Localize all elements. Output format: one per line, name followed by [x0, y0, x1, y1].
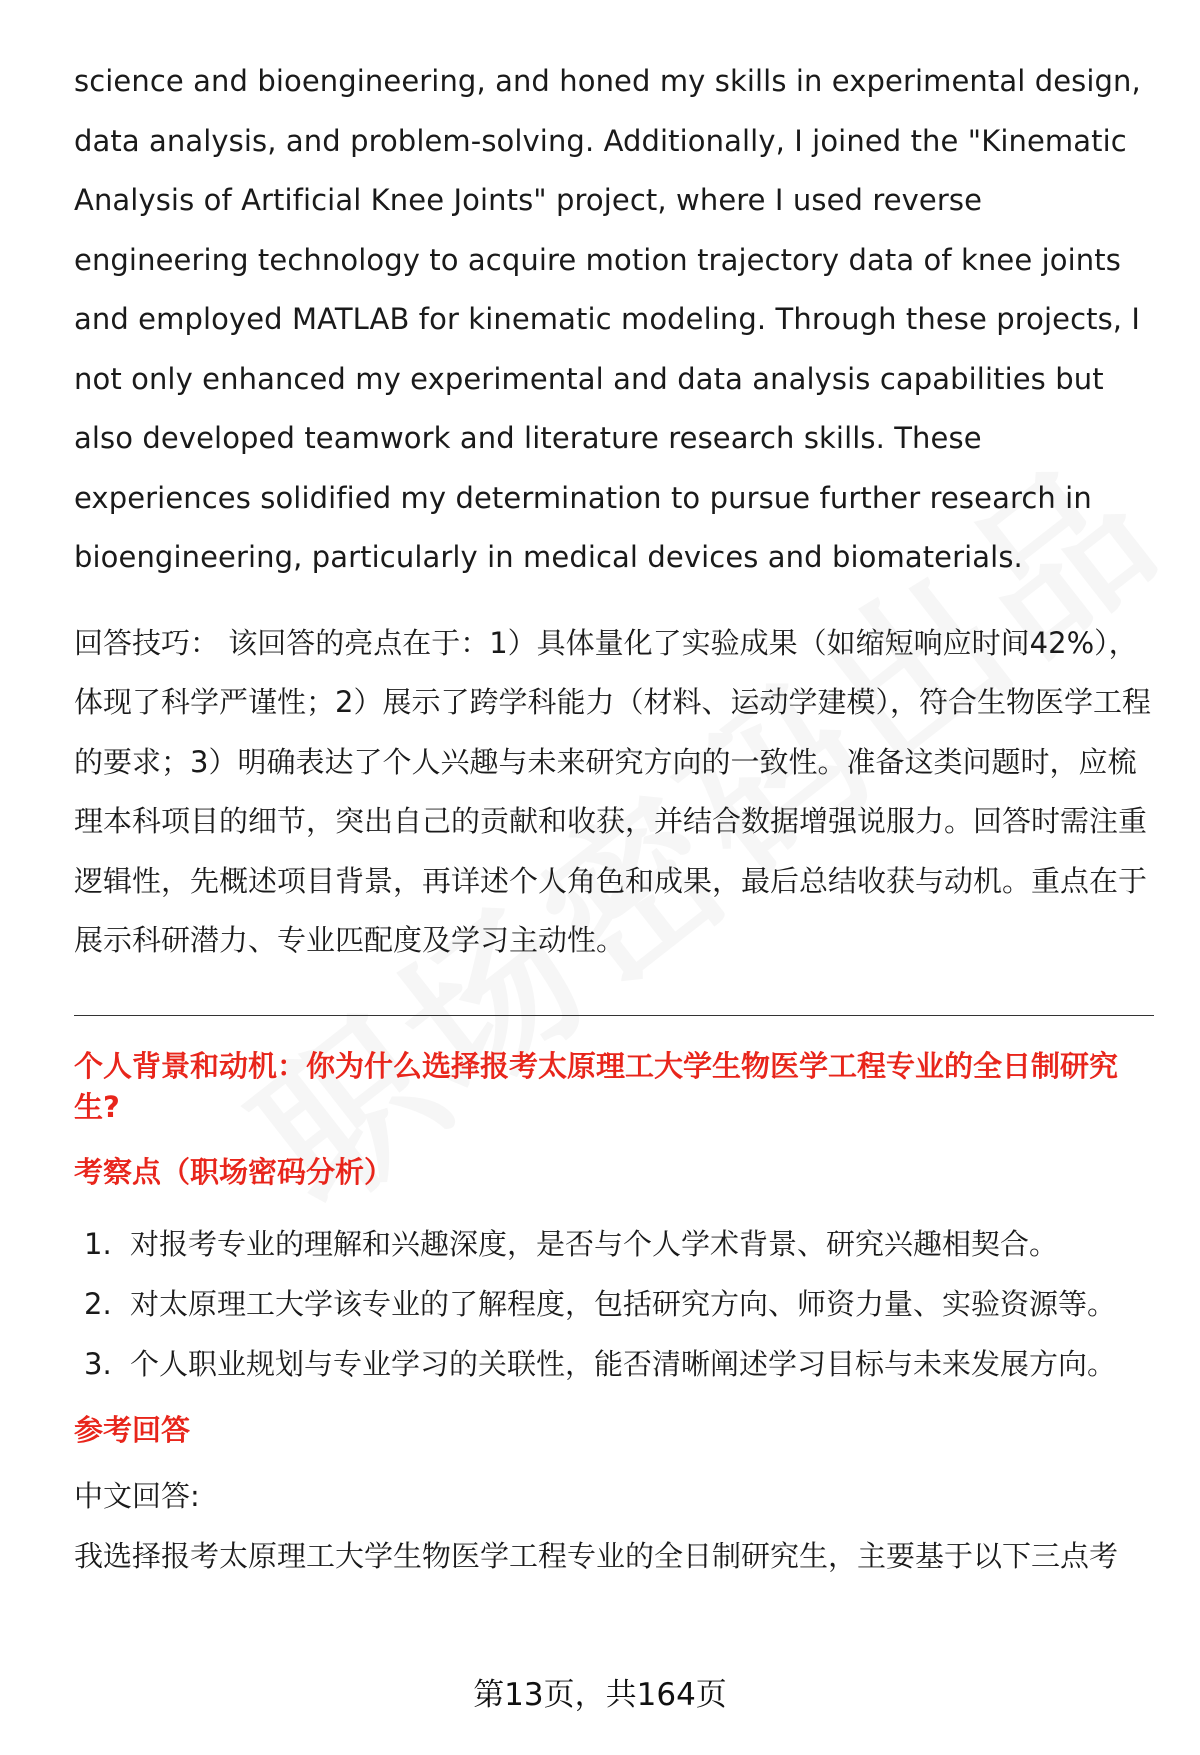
list-item-text: 个人职业规划与专业学习的关联性，能否清晰阐述学习目标与未来发展方向。: [130, 1346, 1117, 1381]
list-item-number: 1.: [84, 1226, 112, 1261]
list-item-text: 对太原理工大学该专业的了解程度，包括研究方向、师资力量、实验资源等。: [130, 1286, 1117, 1321]
list-item: [84, 1334, 1154, 1394]
list-item-number: 2.: [84, 1286, 112, 1321]
chinese-answer-text: 我选择报考太原理工大学生物医学工程专业的全日制研究生，主要基于以下三点考: [74, 1538, 1119, 1573]
assessment-heading: 考察点（职场密码分析）: [74, 1154, 394, 1189]
english-answer-paragraph: science and bioengineering, and honed my skills in experimental design, data analysis, and problem-solving. Additionally, I joined the "Kinematic Analysis of Artificial Knee Joints" project, where I used reverse engineering technology to acquire motion trajectory data of knee joints and employed MATLAB for kinematic modeling. Through these projects, I not only enhanced my experimental and data analysis capabilities but also developed teamwork and literature research skills. These experiences solidified my determination to pursue further research in bioengineering, particularly in medical devices and biomaterials.: [74, 64, 1141, 574]
page-number-footer: 第13页，共164页: [473, 1677, 727, 1713]
chinese-answer-label: 中文回答:: [74, 1478, 200, 1513]
answer-tips-paragraph: 回答技巧： 该回答的亮点在于：1）具体量化了实验成果（如缩短响应时间42%），体现了科学严谨性；2）展示了跨学科能力（材料、运动学建模），符合生物医学工程的要求；3）明确表达了个人兴趣与未来研究方向的一致性。准备这类问题时，应梳理本科项目的细节，突出自己的贡献和收获，并结合数据增强说服力。回答时需注重逻辑性，先概述项目背景，再详述个人角色和成果，最后总结收获与动机。重点在于展示科研潜力、专业匹配度及学习主动性。: [74, 625, 1151, 957]
list-item: [84, 1214, 1154, 1274]
section-divider: [74, 1015, 1154, 1016]
reference-answer-heading: 参考回答: [74, 1412, 191, 1447]
document-page: [74, 52, 1154, 1586]
question-title: 个人背景和动机：你为什么选择报考太原理工大学生物医学工程专业的全日制研究生?: [74, 1048, 1119, 1124]
list-item-text: 对报考专业的理解和兴趣深度，是否与个人学术背景、研究兴趣相契合。: [130, 1226, 1059, 1261]
list-item-number: 3.: [84, 1346, 112, 1381]
assessment-points-list: [74, 1214, 1154, 1394]
list-item: [84, 1274, 1154, 1334]
